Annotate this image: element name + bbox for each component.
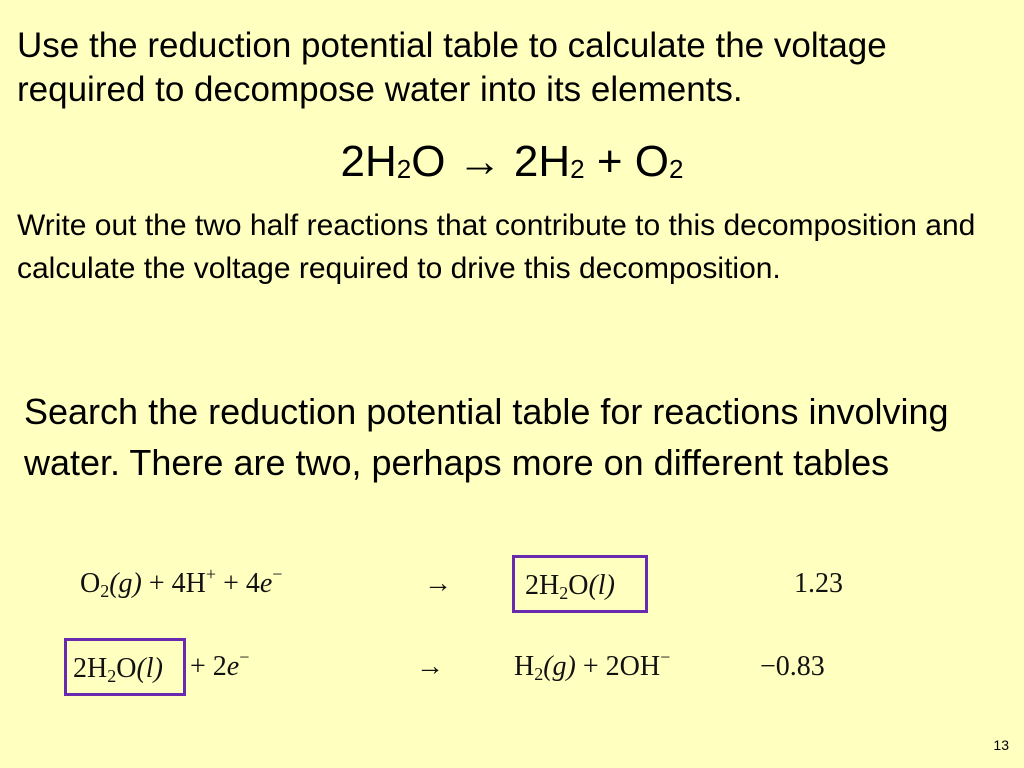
r2-water-sub: 2 xyxy=(107,666,117,686)
r1-h-charge: + xyxy=(205,564,217,584)
r2-electron-charge: − xyxy=(239,647,250,667)
r1-water-o: O xyxy=(568,570,589,601)
eq-plus: + xyxy=(596,137,623,186)
reaction-1-potential: 1.23 xyxy=(794,568,843,599)
eq-lhs-sub: 2 xyxy=(396,154,412,184)
half-reaction-table xyxy=(0,550,1024,700)
r1-water-h: 2H xyxy=(525,570,560,601)
eq-arrow: → xyxy=(457,137,502,186)
r1-water-state: (l) xyxy=(588,570,615,601)
eq-lhs-o: O xyxy=(411,137,446,186)
r1-o-state: (g) xyxy=(109,568,142,599)
r1-plus-h: + 4H xyxy=(148,568,206,599)
eq-rhs-h-sub: 2 xyxy=(570,154,585,184)
eq-rhs-o: O xyxy=(634,137,670,186)
search-note-text: Search the reduction potential table for reactions involving water. There are two, perhaps more on different tables xyxy=(24,391,949,483)
r2-water-state: (l) xyxy=(136,653,163,684)
r1-o-sub: 2 xyxy=(100,581,110,601)
eq-lhs-h: 2H xyxy=(340,137,397,186)
r2-h: H xyxy=(514,651,535,682)
r1-o: O xyxy=(80,568,101,599)
r1-plus-e: + 4 xyxy=(223,568,260,599)
eq-rhs-oxygen xyxy=(635,137,684,186)
reaction-2-products xyxy=(514,647,671,684)
instructions-text: Write out the two half reactions that contribute to this decomposition and calculate the voltage required to drive this decomposition. xyxy=(17,209,976,285)
page-number: 13 xyxy=(993,737,1009,753)
r2-plus-e: + 2 xyxy=(190,651,227,682)
r2-water-o: O xyxy=(116,653,137,684)
intro-text: Use the reduction potential table to calculate the voltage required to decompose water into its elements. xyxy=(17,26,887,109)
eq-rhs-h: 2H xyxy=(513,137,571,186)
r2-plus-oh: + 2OH xyxy=(582,651,661,682)
reaction-1-product-water-box xyxy=(512,555,648,613)
eq-rhs-o-sub: 2 xyxy=(669,154,684,184)
reaction-2-potential: −0.83 xyxy=(760,651,825,682)
r2-electron: e xyxy=(226,651,240,682)
r2-oh-charge: − xyxy=(660,647,671,667)
reaction-2-reactant-water-box xyxy=(64,638,186,696)
r1-electron: e xyxy=(259,568,273,599)
eq-rhs-hydrogen xyxy=(514,137,585,186)
r2-h-state: (g) xyxy=(543,651,576,682)
reaction-2-arrow: → xyxy=(416,651,444,682)
eq-lhs xyxy=(340,137,445,186)
reaction-2-electrons xyxy=(190,647,250,683)
r1-water-sub: 2 xyxy=(559,583,569,603)
reaction-1-reactants xyxy=(80,564,283,601)
water-decomposition-equation xyxy=(0,136,1024,188)
r2-water-h: 2H xyxy=(73,653,108,684)
r2-h-sub: 2 xyxy=(534,664,544,684)
reaction-1-arrow: → xyxy=(424,568,452,599)
r1-electron-charge: − xyxy=(272,564,283,584)
